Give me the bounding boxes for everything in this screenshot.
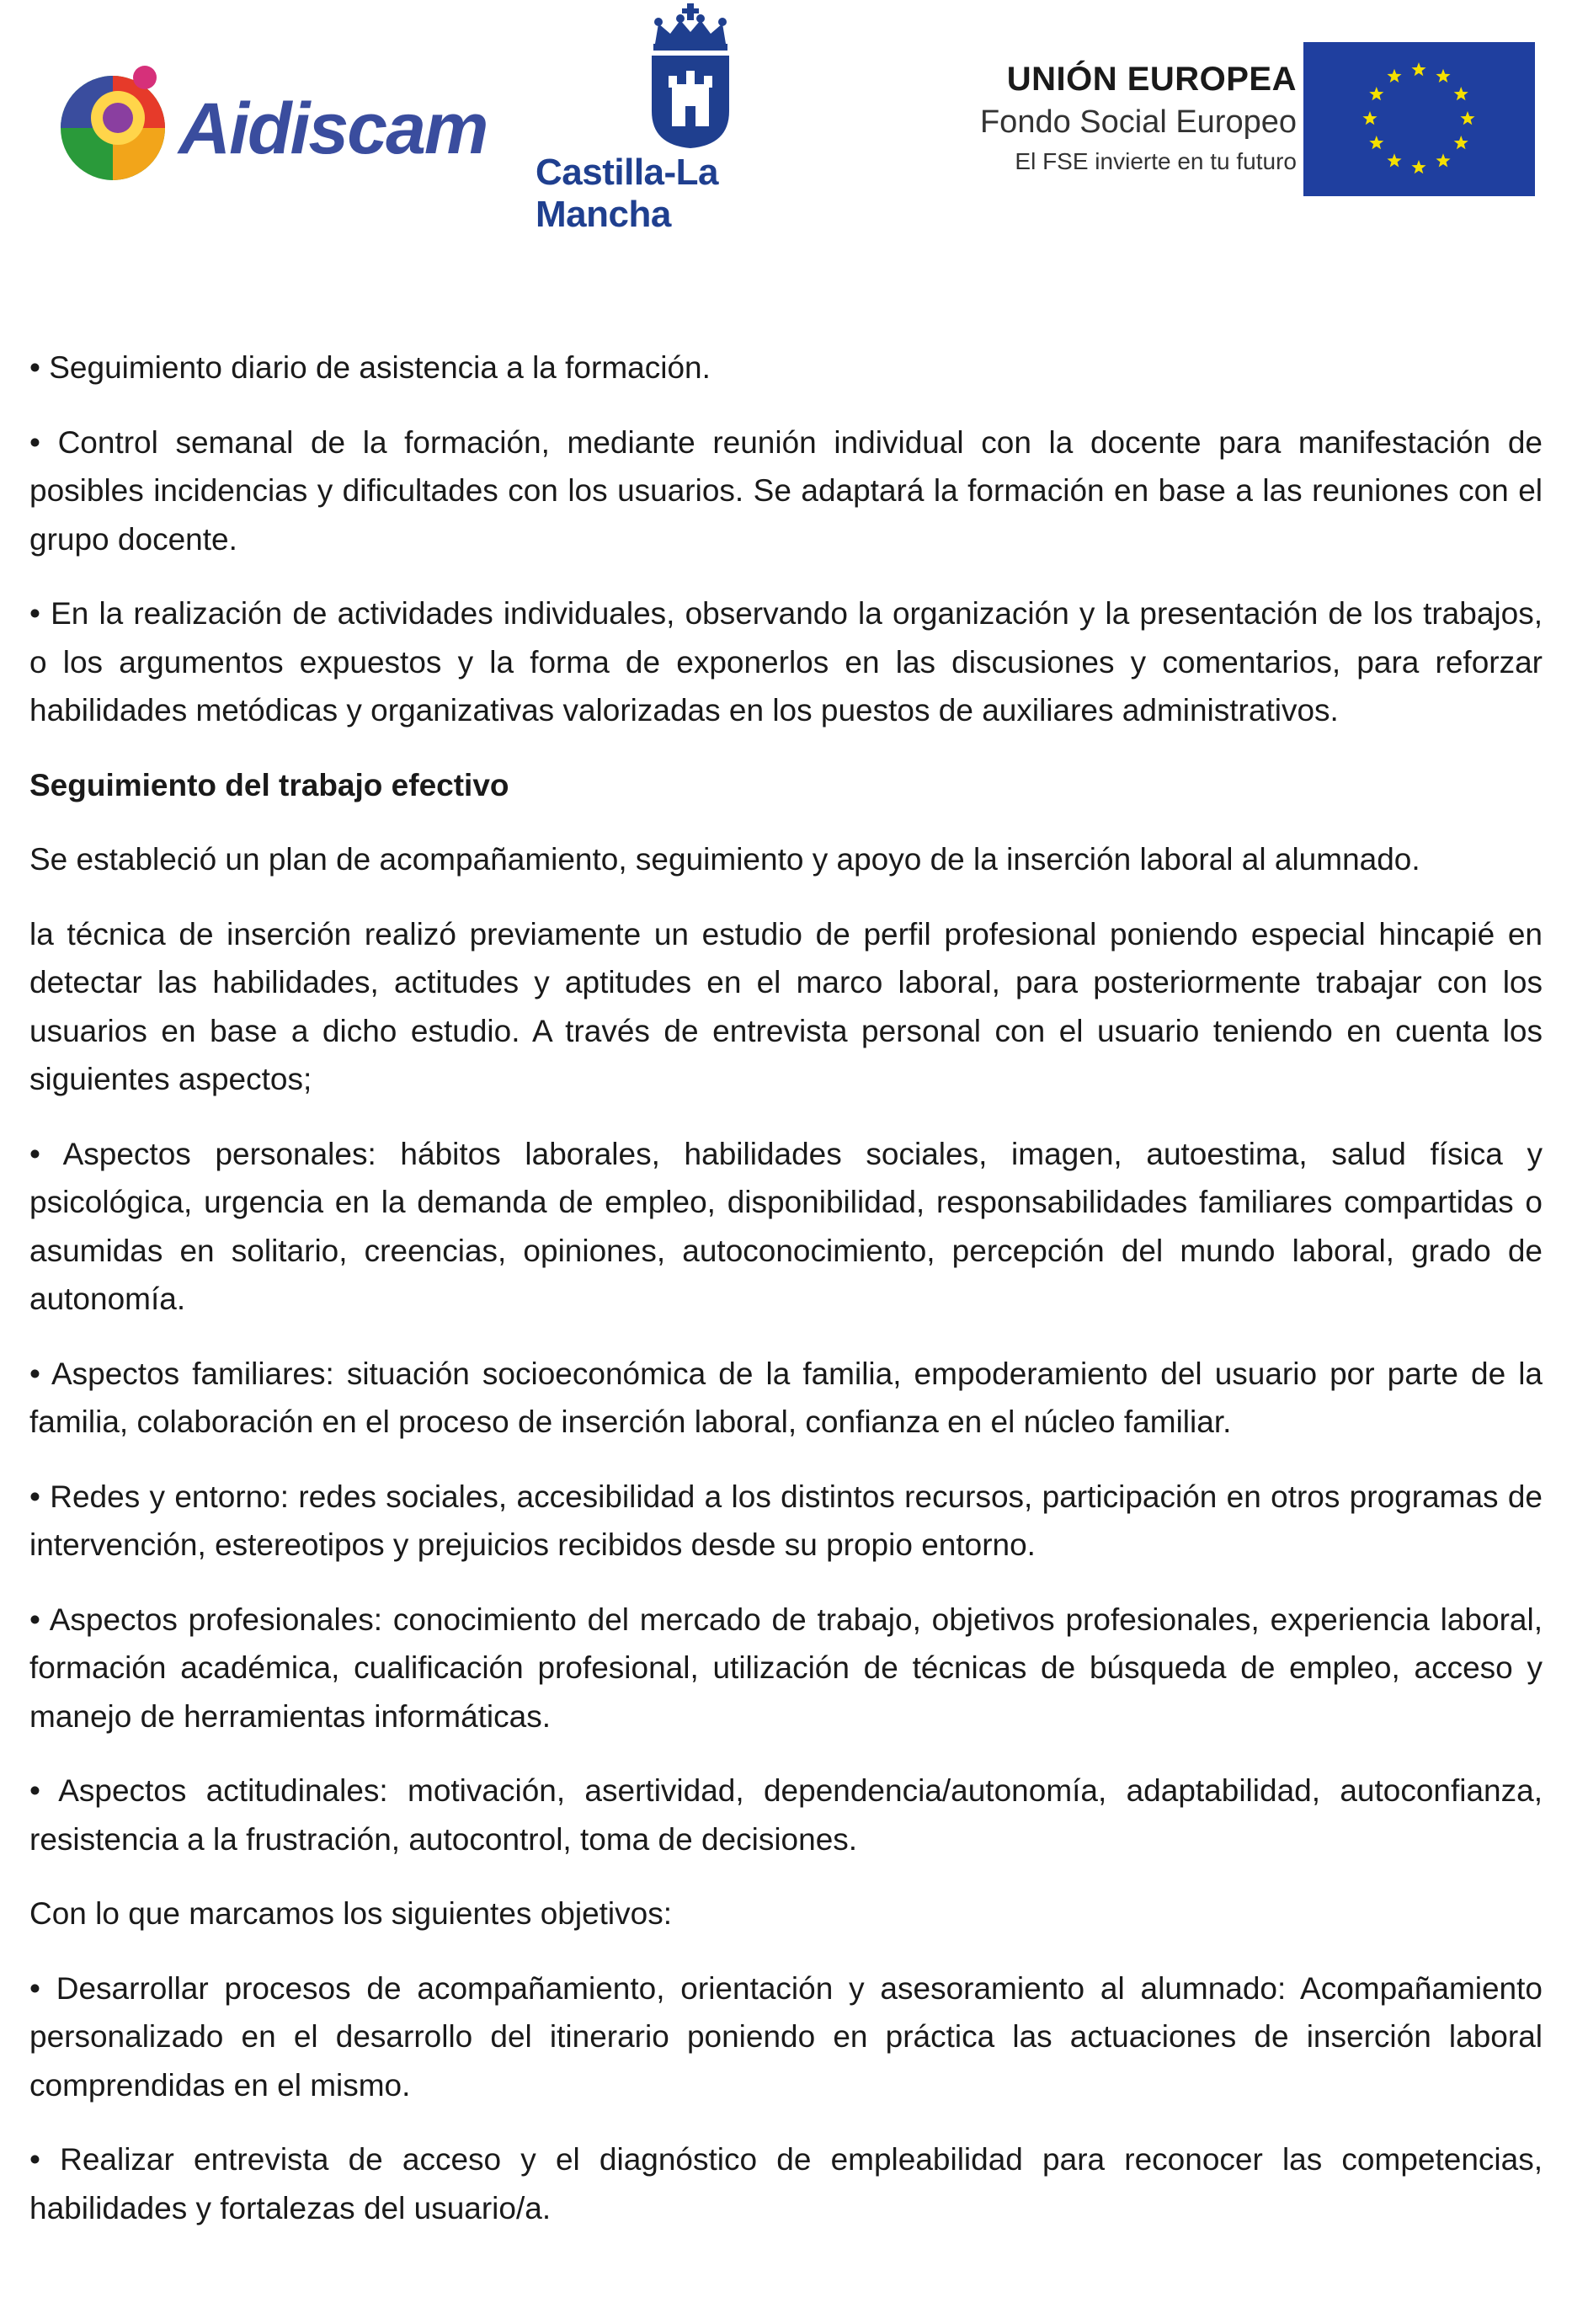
paragraph-family-aspects: • Aspectos familiares: situación socioeconómica de la familia, empoderamiento del usuario por parte de la familia, colaboración en el proceso de inserción laboral, confianza en el núcleo familiar. [29, 1356, 1543, 1439]
castle-shield-icon [640, 3, 741, 151]
aidiscam-logo-icon [52, 44, 179, 195]
paragraph-networks: • Redes y entorno: redes sociales, accesibilidad a los distintos recursos, participación en otros programas de intervención, estereotipos y prejuicios recibidos desde su propio entorno. [29, 1479, 1543, 1562]
paragraph-attitudinal-aspects: • Aspectos actitudinales: motivación, asertividad, dependencia/autonomía, adaptabilidad, autoconfianza, resistencia a la frustración, autocontrol, toma de decisiones. [29, 1773, 1543, 1857]
paragraph-profile-study: la técnica de inserción realizó previamente un estudio de perfil profesional poniendo especial hincapié en detectar las habilidades, actitudes y aptitudes en el marco laboral, para posteriormente trabajar con los usuarios en base a dicho estudio. A través de entrevista personal con el usuario teniendo en cuenta los siguientes aspectos; [29, 916, 1543, 1096]
section-heading: Seguimiento del trabajo efectivo [29, 767, 509, 802]
paragraph-support-plan: Se estableció un plan de acompañamiento, seguimiento y apoyo de la inserción laboral al alumnado. [29, 842, 1420, 877]
eu-fund-name: Fondo Social Europeo [979, 104, 1297, 140]
paragraph-objectives-intro: Con lo que marcamos los siguientes objetivos: [29, 1896, 672, 1931]
aidiscam-logo [52, 44, 488, 195]
eu-fse-logo-text [922, 57, 1297, 192]
castilla-la-mancha-logo [530, 0, 850, 235]
aidiscam-logo-text: Aidiscam [179, 88, 488, 169]
paragraph-personal-aspects: • Aspectos personales: hábitos laborales, habilidades sociales, imagen, autoestima, salud física y psicológica, urgencia en la demanda de empleo, disponibilidad, responsabilidades familiares compartidas o asumidas en solitario, creencias, opiniones, autoconocimiento, percepción del mundo laboral, grado de autonomía. [29, 1136, 1543, 1316]
paragraph-objective-guidance: • Desarrollar procesos de acompañamiento, orientación y asesoramiento al alumnado: Acompañamiento personalizado en el desarrollo del itinerario poniendo en práctica las actuaciones de inserción laboral comprendidas en el mismo. [29, 1970, 1543, 2103]
paragraph-individual-activities: • En la realización de actividades individuales, observando la organización y la presentación de los trabajos, o los argumentos expuestos y la forma de exponerlos en las discusiones y comentarios, para reforzar habilidades metódicas y organizativas valorizadas en los puestos de auxiliares administrativos. [29, 596, 1543, 728]
eu-slogan: El FSE invierte en tu futuro [1015, 148, 1297, 174]
page-header [0, 0, 1572, 235]
paragraph-attendance: • Seguimiento diario de asistencia a la formación. [29, 350, 711, 385]
eu-flag-icon [1303, 42, 1535, 196]
paragraph-objective-interview: • Realizar entrevista de acceso y el diagnóstico de empleabilidad para reconocer las competencias, habilidades y fortalezas del usuario/a. [29, 2142, 1543, 2225]
paragraph-weekly-control: • Control semanal de la formación, mediante reunión individual con la docente para manifestación de posibles incidencias y dificultades con los usuarios. Se adaptará la formación en base a las reuniones con el grupo docente. [29, 424, 1543, 557]
eu-title: UNIÓN EUROPEA [1006, 61, 1297, 98]
castilla-la-mancha-text: Castilla-La Mancha [536, 152, 719, 235]
document-body [29, 344, 1543, 2258]
paragraph-professional-aspects: • Aspectos profesionales: conocimiento del mercado de trabajo, objetivos profesionales, experiencia laboral, formación académica, cualificación profesional, utilización de técnicas de búsqueda de empleo, acceso y manejo de herramientas informáticas. [29, 1602, 1543, 1734]
